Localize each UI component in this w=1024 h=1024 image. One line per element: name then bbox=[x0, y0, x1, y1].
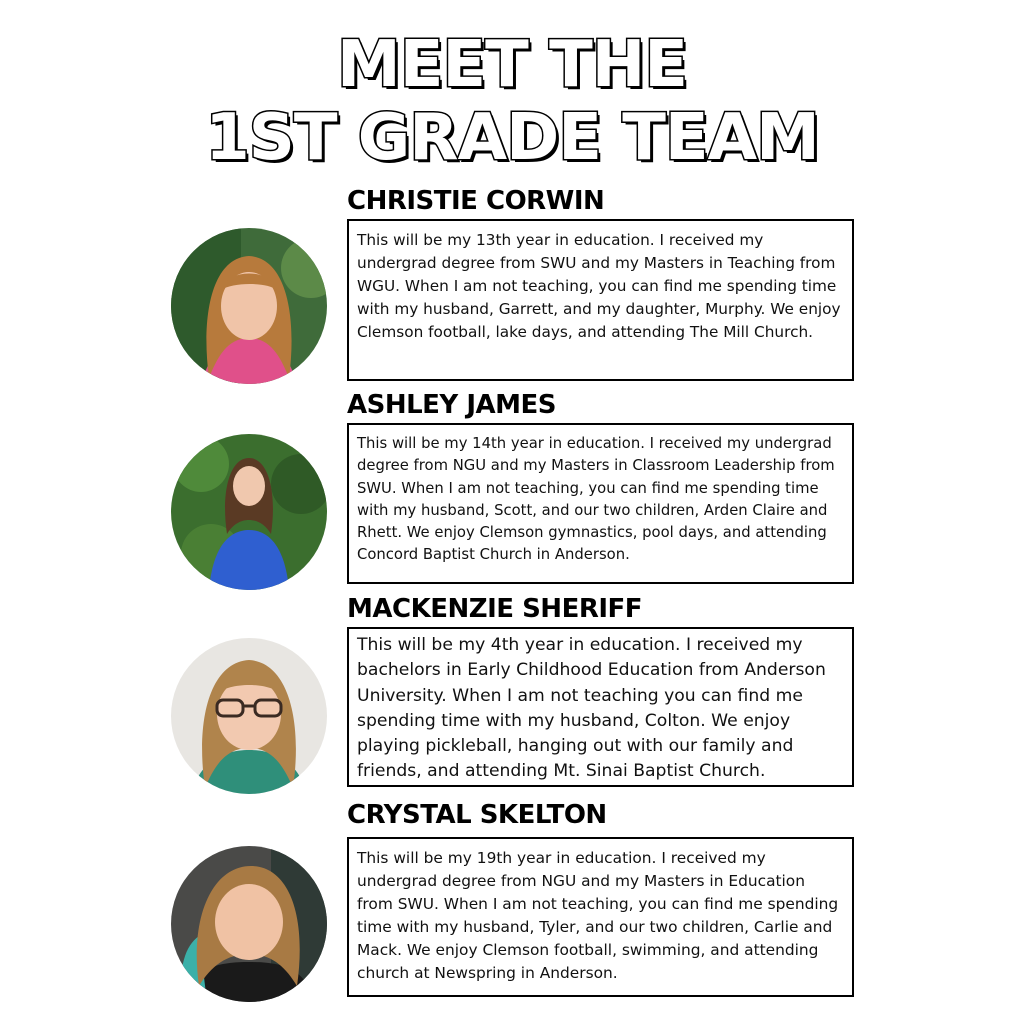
member-name-christie: CHRISTIE CORWIN bbox=[347, 186, 605, 216]
page-title-line-1: MEET THE bbox=[337, 28, 687, 102]
bio-text: This will be my 14th year in education. I received my undergrad degree from NGU and my Masters in Classroom Leadership from SWU. When I am not teaching, you can find me spending time with my husband, Scott, and our two children, Arden Claire and Rhett. We enjoy Clemson gymnastics, pool days, and attending Concord Baptist Church in Anderson. bbox=[357, 435, 835, 564]
bio-box-crystal bbox=[347, 837, 854, 997]
bio-text: This will be my 13th year in education. I received my undergrad degree from SWU and my Masters in Teaching from WGU. When I am not teaching, you can find me spending time with my husband, Garrett, and my daughter, Murphy. We enjoy Clemson football, lake days, and attending The Mill Church. bbox=[357, 231, 841, 341]
bio-box-mackenzie bbox=[347, 627, 854, 787]
portrait-icon bbox=[171, 638, 327, 794]
christie-photo bbox=[171, 228, 327, 384]
portrait-icon bbox=[171, 228, 327, 384]
member-name-crystal: CRYSTAL SKELTON bbox=[347, 800, 607, 830]
member-name-mackenzie: MACKENZIE SHERIFF bbox=[347, 594, 643, 624]
bio-text: This will be my 4th year in education. I received my bachelors in Early Childhood Education from Anderson University. When I am not teaching you can find me spending time with my husband, Colton. We enjoy playing pickleball, hanging out with our family and friends, and attending Mt. Sinai Baptist Church. bbox=[357, 635, 826, 782]
bio-box-ashley bbox=[347, 423, 854, 584]
crystal-photo bbox=[171, 846, 327, 1002]
mackenzie-photo bbox=[171, 638, 327, 794]
member-name-ashley: ASHLEY JAMES bbox=[347, 390, 556, 420]
ashley-photo bbox=[171, 434, 327, 590]
portrait-icon bbox=[171, 846, 327, 1002]
bio-box-christie bbox=[347, 219, 854, 381]
portrait-icon bbox=[171, 434, 327, 590]
page-title-line-2: 1ST GRADE TEAM bbox=[205, 101, 819, 175]
bio-text: This will be my 19th year in education. I received my undergrad degree from NGU and my Masters in Education from SWU. When I am not teaching, you can find me spending time with my husband, Tyler, and our two children, Carlie and Mack. We enjoy Clemson football, swimming, and attending church at Newspring in Anderson. bbox=[357, 849, 839, 982]
